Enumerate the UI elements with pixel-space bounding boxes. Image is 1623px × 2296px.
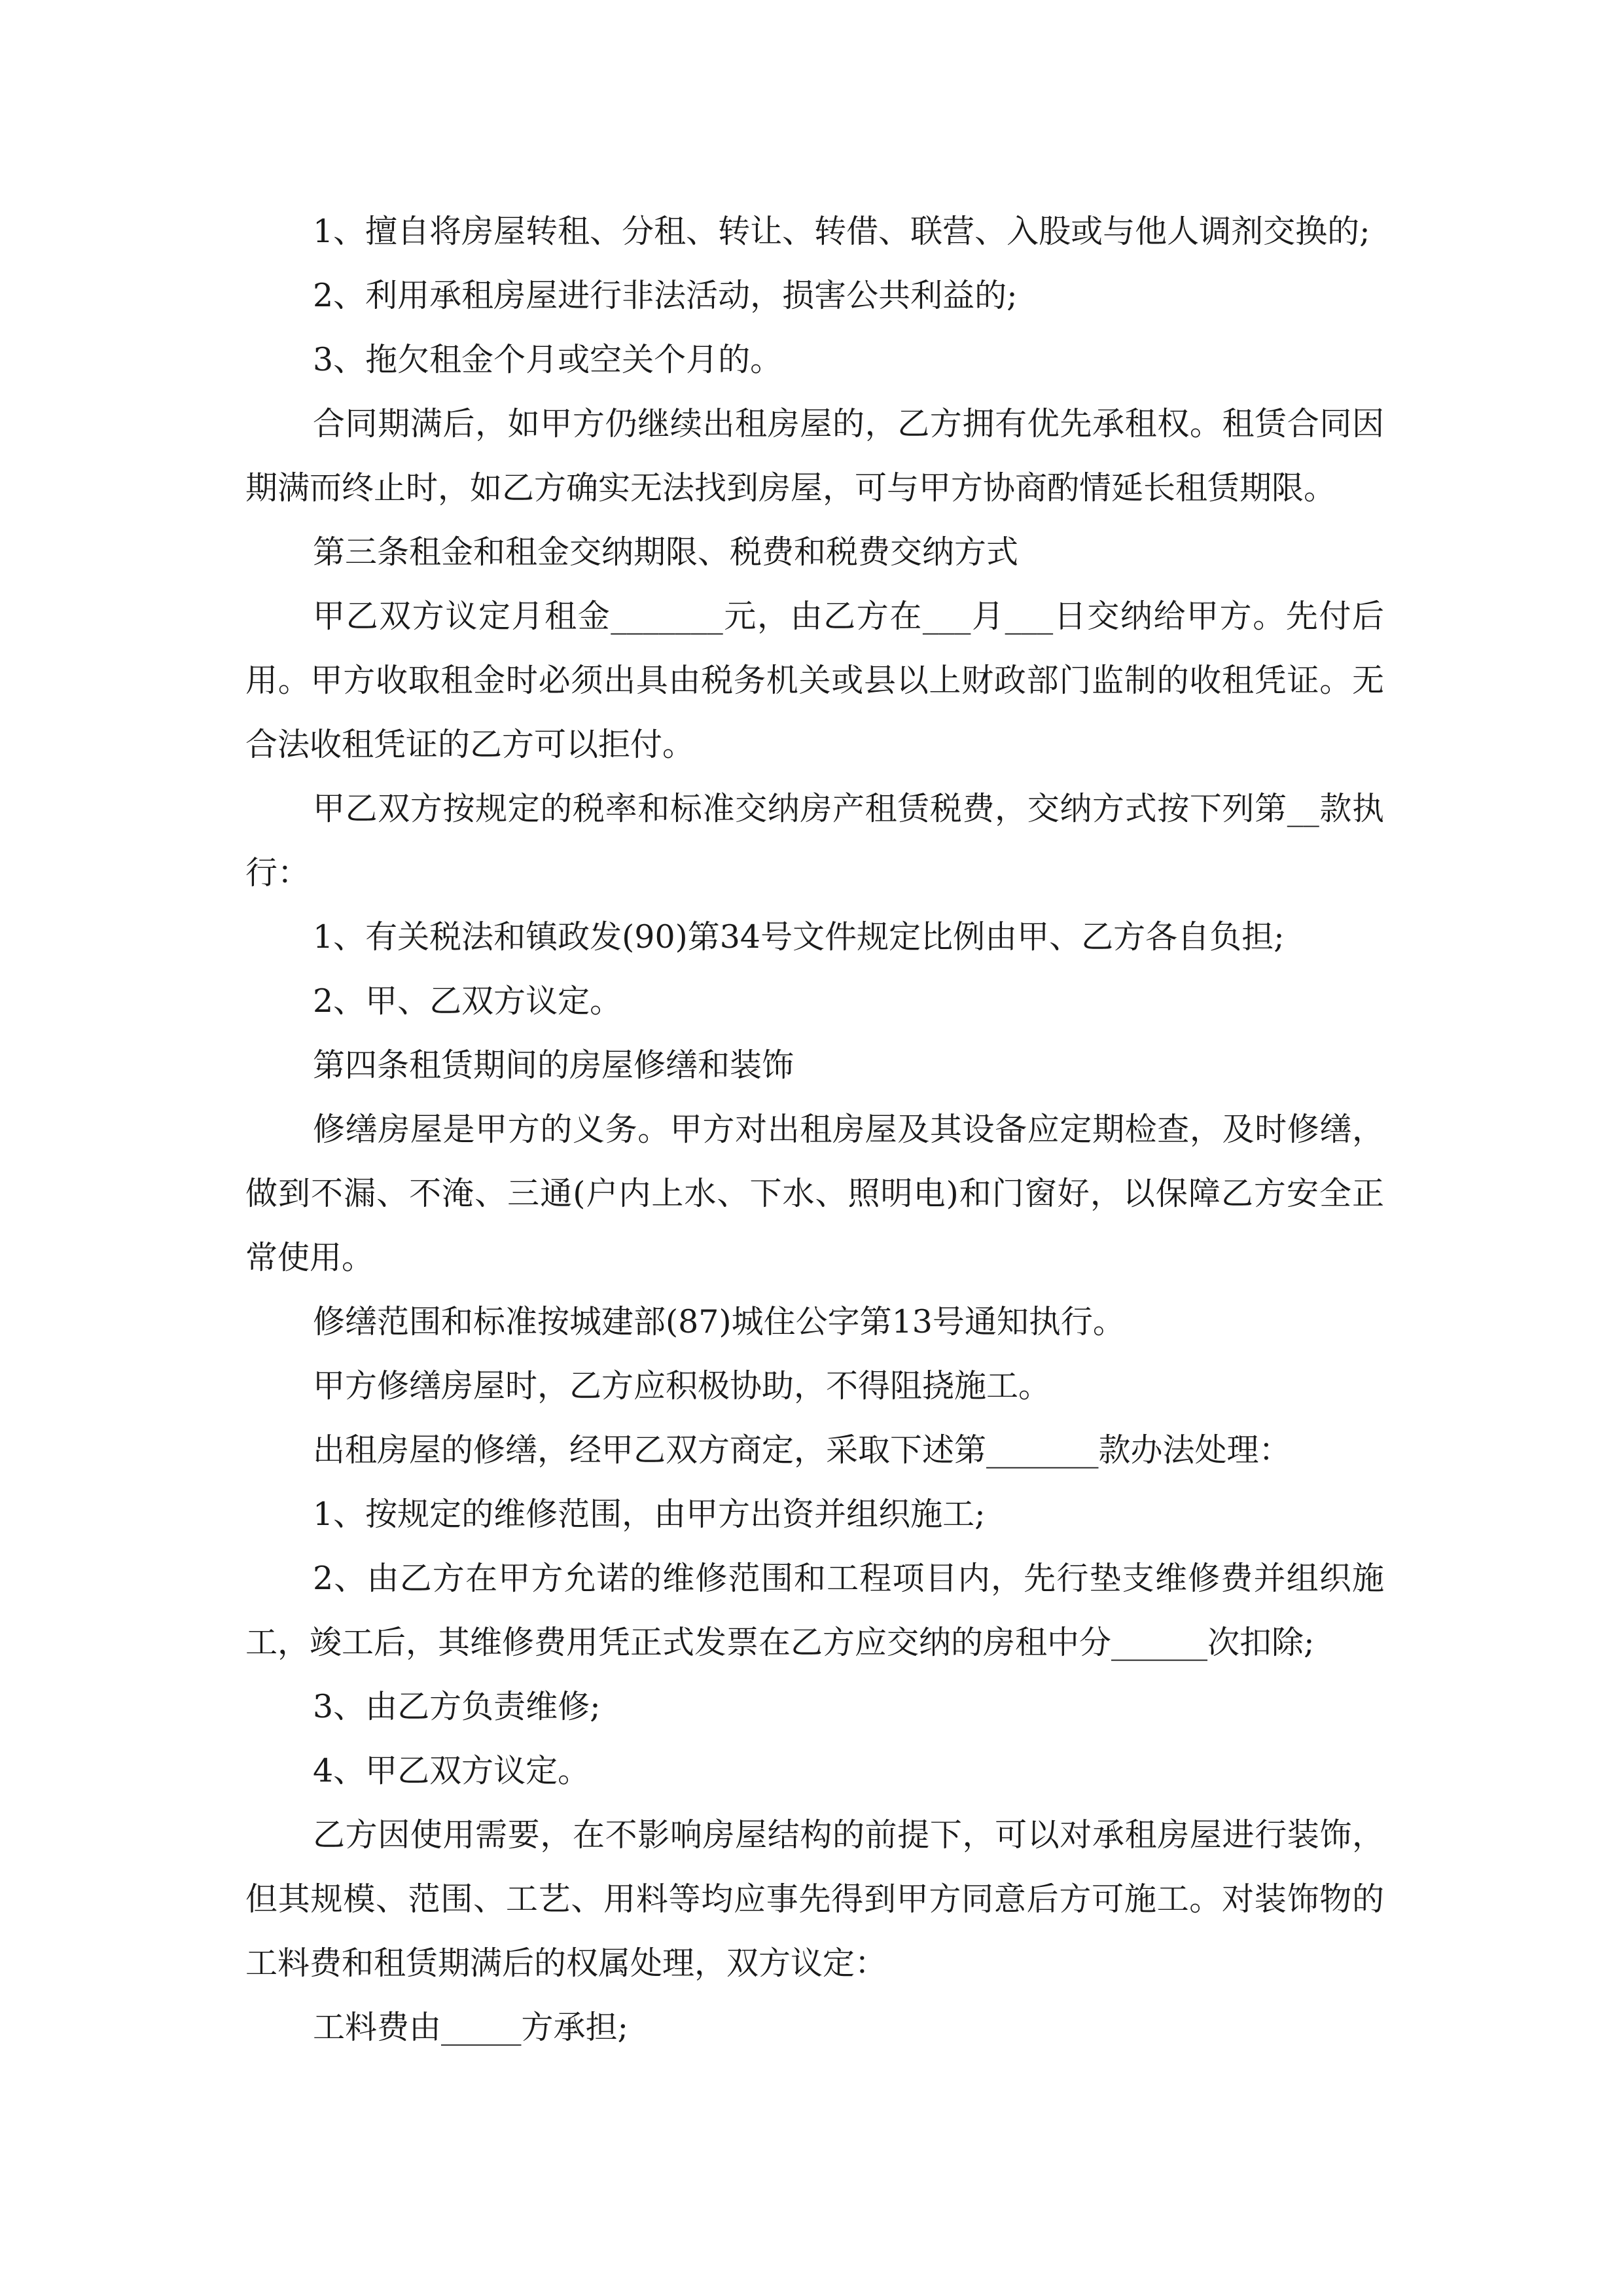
list-item-illegal-use: 2、利用承租房屋进行非法活动，损害公共利益的; bbox=[313, 277, 1018, 314]
paragraph-renewal-priority: 合同期满后，如甲方仍继续出租房屋的，乙方拥有优先承租权。租赁合同因期满而终止时，如乙方确实无法找到房屋，可与甲方协商酌情延长租赁期限。 bbox=[245, 405, 1384, 507]
list-item-tax-option-2: 2、甲、乙双方议定。 bbox=[313, 982, 622, 1020]
section-heading-article-4: 第四条租赁期间的房屋修缮和装饰 bbox=[313, 1047, 794, 1084]
paragraph-tax-payment: 甲乙双方按规定的税率和标准交纳房产租赁税费，交纳方式按下列第__款执行： bbox=[245, 790, 1384, 891]
paragraph-repair-cooperation: 甲方修缮房屋时，乙方应积极协助，不得阻挠施工。 bbox=[313, 1367, 1051, 1405]
paragraph-monthly-rent: 甲乙双方议定月租金_______元，由乙方在___月___日交纳给甲方。先付后用。甲方收取租金时必须出具由税务机关或县以上财政部门监制的收租凭证。无合法收租凭证的乙方可以拒付。 bbox=[245, 598, 1384, 763]
paragraph-repair-method: 出租房屋的修缮，经甲乙双方商定，采取下述第_______款办法处理： bbox=[313, 1431, 1291, 1469]
document-body bbox=[245, 200, 1384, 2060]
paragraph-repair-standard: 修缮范围和标准按城建部(87)城住公字第13号通知执行。 bbox=[313, 1303, 1125, 1340]
list-item-rent-arrears: 3、拖欠租金个月或空关个月的。 bbox=[313, 341, 783, 378]
list-item-repair-option-4: 4、甲乙双方议定。 bbox=[313, 1752, 590, 1789]
paragraph-repair-duty: 修缮房屋是甲方的义务。甲方对出租房屋及其设备应定期检查，及时修缮，做到不漏、不淹、三通(户内上水、下水、照明电)和门窗好，以保障乙方安全正常使用。 bbox=[245, 1111, 1384, 1276]
list-item-repair-option-2: 2、由乙方在甲方允诺的维修范围和工程项目内，先行垫支维修费并组织施工，竣工后，其维修费用凭正式发票在乙方应交纳的房租中分______次扣除; bbox=[245, 1560, 1384, 1661]
list-item-repair-option-3: 3、由乙方负责维修; bbox=[313, 1688, 601, 1725]
list-item-sublet: 1、擅自将房屋转租、分租、转让、转借、联营、入股或与他人调剂交换的; bbox=[313, 213, 1370, 250]
paragraph-decoration: 乙方因使用需要，在不影响房屋结构的前提下，可以对承租房屋进行装饰，但其规模、范围、工艺、用料等均应事先得到甲方同意后方可施工。对装饰物的工料费和租赁期满后的权属处理，双方议定： bbox=[245, 1816, 1384, 1982]
section-heading-article-3: 第三条租金和租金交纳期限、税费和税费交纳方式 bbox=[313, 533, 1019, 571]
paragraph-material-cost: 工料费由_____方承担; bbox=[313, 2009, 629, 2046]
list-item-tax-option-1: 1、有关税法和镇政发(90)第34号文件规定比例由甲、乙方各自负担; bbox=[313, 918, 1285, 956]
list-item-repair-option-1: 1、按规定的维修范围，由甲方出资并组织施工; bbox=[313, 1496, 986, 1533]
